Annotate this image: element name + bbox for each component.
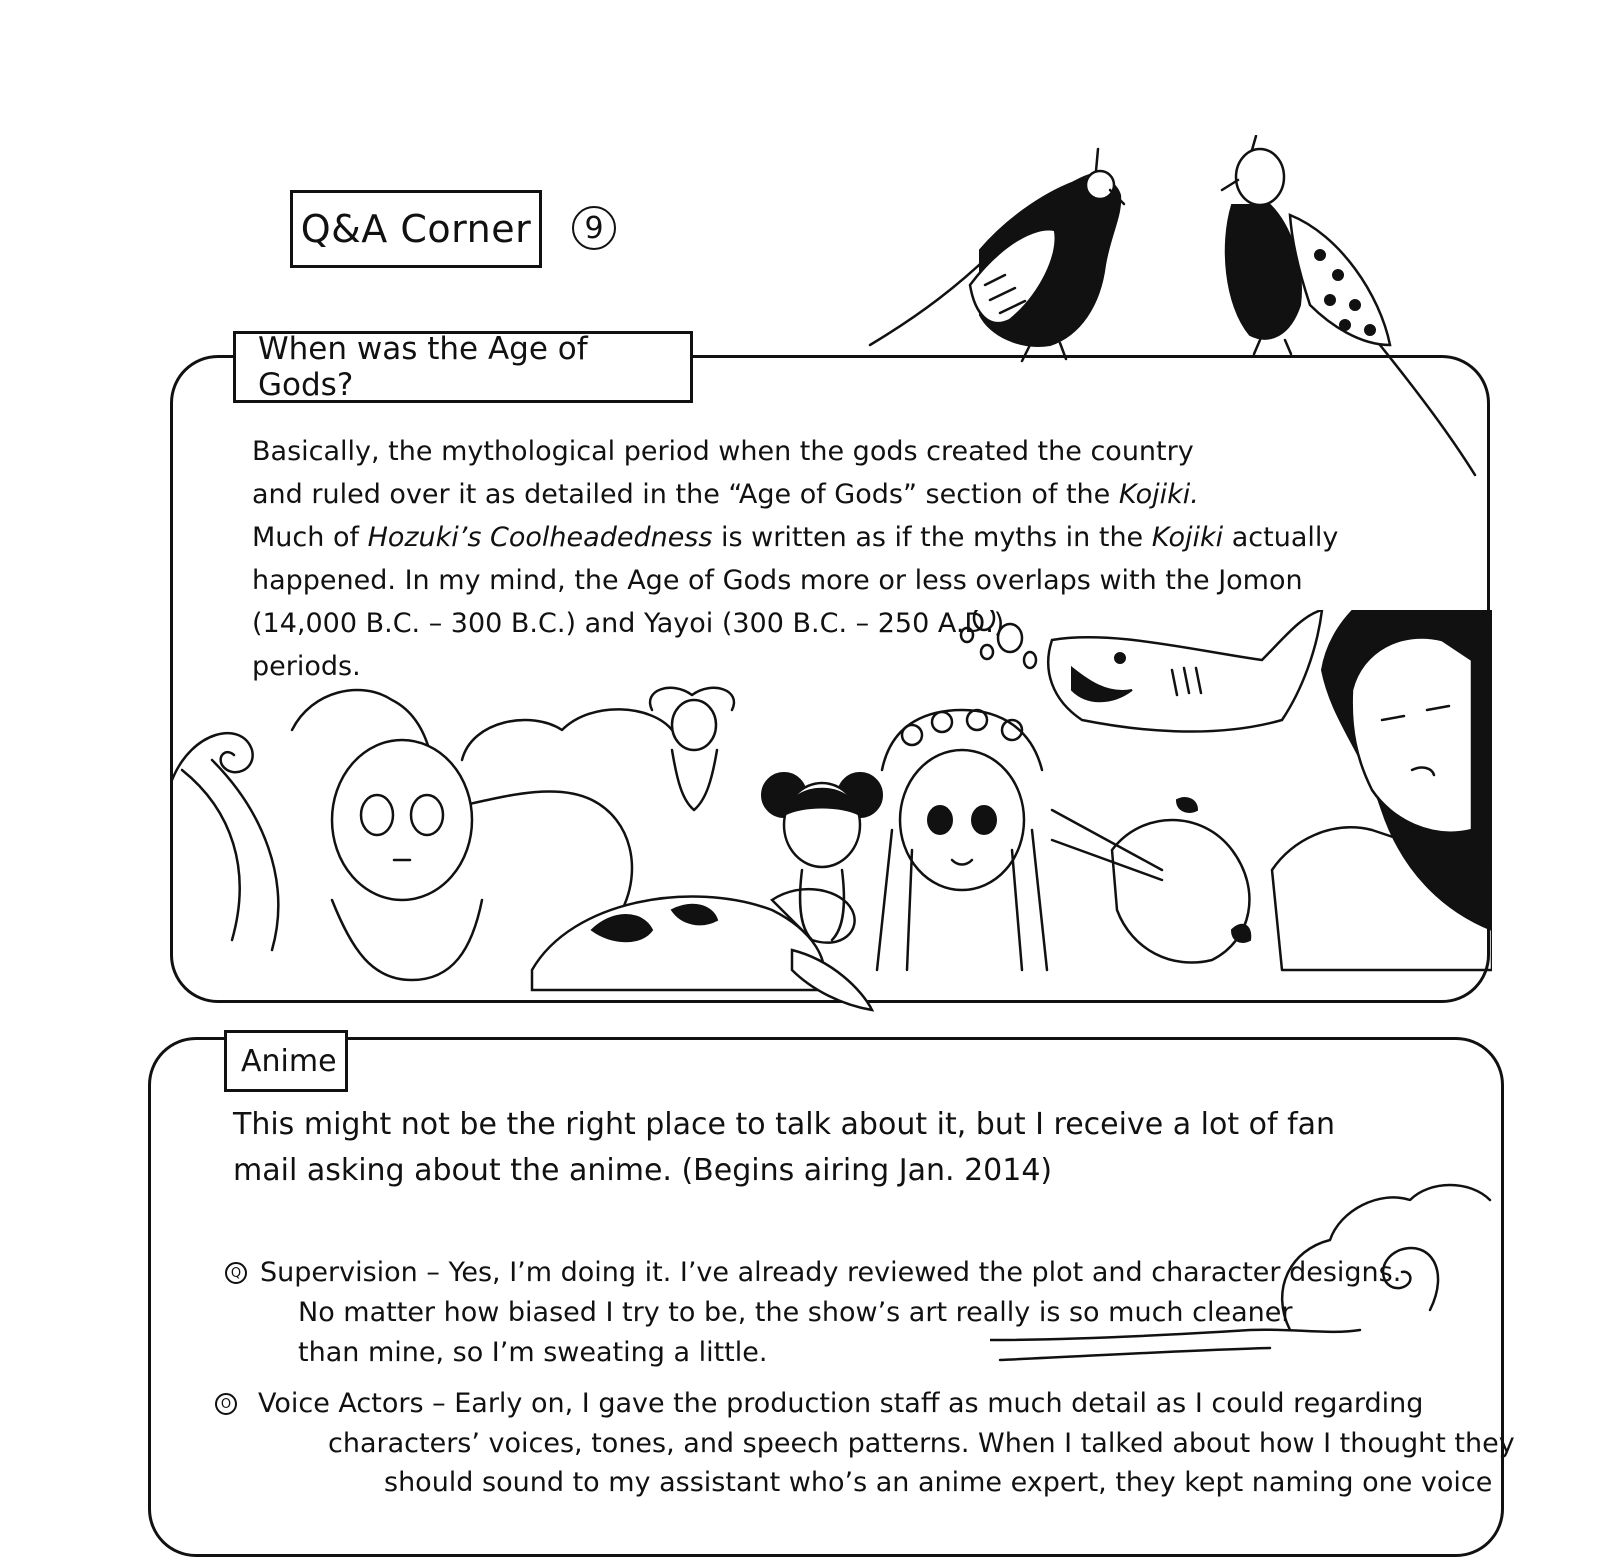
shark xyxy=(1048,610,1322,732)
corner-number: 9 xyxy=(572,206,616,250)
kojiki-title-2: Kojiki xyxy=(1151,522,1224,553)
age-of-gods-heading-text: When was the Age of Gods? xyxy=(258,331,588,403)
bubbles xyxy=(961,610,1036,668)
white-rabbit xyxy=(1052,798,1250,963)
supervision-line-2: No matter how biased I try to be, the show’s art really is so much cleaner xyxy=(298,1297,1293,1328)
answer-line-4 xyxy=(252,567,1303,594)
anime-heading xyxy=(224,1030,348,1092)
gods-characters-illustration xyxy=(172,610,1492,1050)
cloud xyxy=(462,709,672,760)
answer-line-1 xyxy=(252,438,1194,465)
answer-line-3a: Much of xyxy=(252,522,368,553)
voice-actors-line-2: characters’ voices, tones, and speech patterns. When I talked about how I thought they xyxy=(328,1428,1515,1459)
supervision-line-1: Supervision – Yes, I’m doing it. I’ve already reviewed the plot and character designs. xyxy=(260,1257,1402,1288)
floating-god xyxy=(650,688,734,810)
answer-line-3b: is written as if the myths in the xyxy=(712,522,1152,553)
corner-title: Q&A Corner xyxy=(300,207,532,251)
supervision-line-3: than mine, so I’m sweating a little. xyxy=(298,1337,768,1368)
hozuki-title: Hozuki’s Coolheadedness xyxy=(367,522,713,553)
voice-actors-line-1: Voice Actors – Early on, I gave the production staff as much detail as I could regarding xyxy=(258,1388,1424,1419)
anime-intro-line-1: This might not be the right place to talk about it, but I receive a lot of fan xyxy=(233,1107,1336,1142)
answer-line-2 xyxy=(252,481,1199,508)
answer-line-2-text: and ruled over it as detailed in the “Age of Gods” section of the xyxy=(252,479,1119,510)
answer-line-1-text: Basically, the mythological period when the gods created the country xyxy=(252,436,1194,467)
voice-actors-line-3: should sound to my assistant who’s an anime expert, they kept naming one voice xyxy=(384,1467,1493,1498)
anime-intro-line-2: mail asking about the anime. (Begins airing Jan. 2014) xyxy=(233,1153,1053,1188)
answer-line-3 xyxy=(252,524,1338,551)
supervision-bullet: Q xyxy=(225,1262,247,1284)
turtle xyxy=(532,889,872,1010)
answer-line-5-text: (14,000 B.C. – 300 B.C.) and Yayoi (300 B.C. – 250 A.D.) xyxy=(252,608,1005,639)
answer-line-4-text: happened. In my mind, the Age of Gods more or less overlaps with the Jomon xyxy=(252,565,1303,596)
anime-heading-text: Anime xyxy=(241,1043,337,1079)
flower-princess xyxy=(877,710,1047,970)
answer-line-3c: actually xyxy=(1223,522,1339,553)
kojiki-title: Kojiki. xyxy=(1118,479,1199,510)
answer-line-6-text: periods. xyxy=(252,651,361,682)
pheasant-left xyxy=(870,149,1124,361)
age-of-gods-heading xyxy=(233,331,693,403)
corner-title-box xyxy=(290,190,542,268)
voice-actors-bullet: O xyxy=(215,1393,237,1415)
